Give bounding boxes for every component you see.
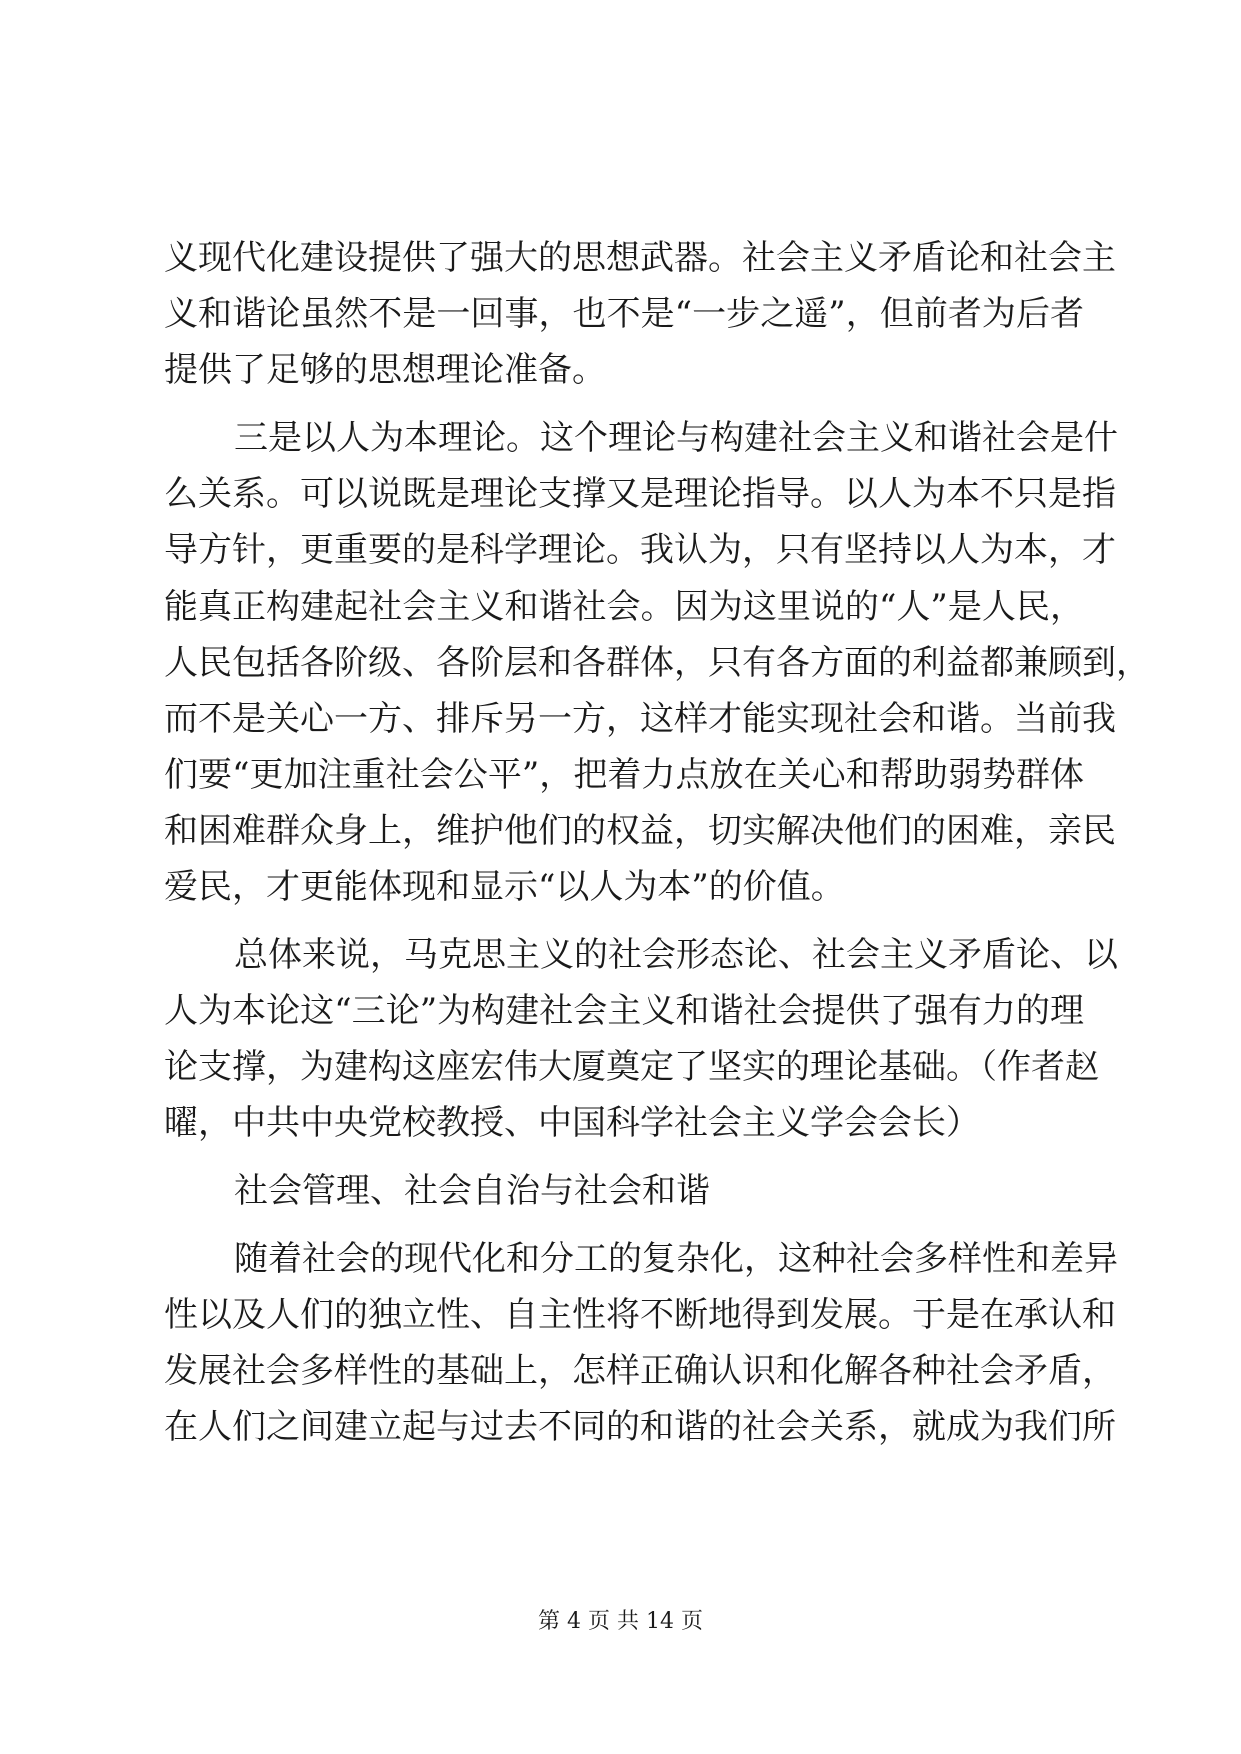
text-line: 而不是关心一方、排斥另一方，这样才能实现社会和谐。当前我: [164, 699, 1116, 739]
text-line: 曜，中共中央党校教授、中国科学社会主义学会会长）: [164, 1103, 980, 1143]
page-number-footer: 第 4 页 共 14 页: [538, 1609, 703, 1634]
text-line: 论支撑，为建构这座宏伟大厦奠定了坚实的理论基础。（作者赵: [164, 1047, 1099, 1087]
text-line: 义现代化建设提供了强大的思想武器。社会主义矛盾论和社会主: [164, 238, 1116, 278]
text-line: 么关系。可以说既是理论支撑又是理论指导。以人为本不只是指: [164, 474, 1116, 514]
text-line: 们要“更加注重社会公平”，把着力点放在关心和帮助弱势群体: [164, 755, 1084, 795]
text-line: 能真正构建起社会主义和谐社会。因为这里说的“人”是人民，: [164, 587, 1084, 627]
paragraph-first-line: 随着社会的现代化和分工的复杂化，这种社会多样性和差异: [234, 1239, 1118, 1279]
text-line: 人为本论这“三论”为构建社会主义和谐社会提供了强有力的理: [164, 991, 1084, 1031]
text-line: 发展社会多样性的基础上，怎样正确认识和化解各种社会矛盾，: [164, 1351, 1116, 1391]
text-line: 性以及人们的独立性、自主性将不断地得到发展。于是在承认和: [164, 1295, 1116, 1335]
text-line: 导方针，更重要的是科学理论。我认为，只有坚持以人为本，才: [164, 530, 1116, 570]
text-line: 义和谐论虽然不是一回事，也不是“一步之遥”，但前者为后者: [164, 294, 1084, 334]
paragraph-first-line: 三是以人为本理论。这个理论与构建社会主义和谐社会是什: [234, 418, 1118, 458]
text-line: 在人们之间建立起与过去不同的和谐的社会关系，就成为我们所: [164, 1407, 1116, 1447]
text-line: 人民包括各阶级、各阶层和各群体，只有各方面的利益都兼顾到，: [164, 643, 1150, 683]
text-line: 爱民，才更能体现和显示“以人为本”的价值。: [164, 867, 845, 907]
paragraph-first-line: 总体来说，马克思主义的社会形态论、社会主义矛盾论、以: [234, 935, 1118, 975]
text-line: 和困难群众身上，维护他们的权益，切实解决他们的困难，亲民: [164, 811, 1116, 851]
text-line: 提供了足够的思想理论准备。: [164, 350, 606, 390]
section-heading: 社会管理、社会自治与社会和谐: [234, 1171, 710, 1211]
